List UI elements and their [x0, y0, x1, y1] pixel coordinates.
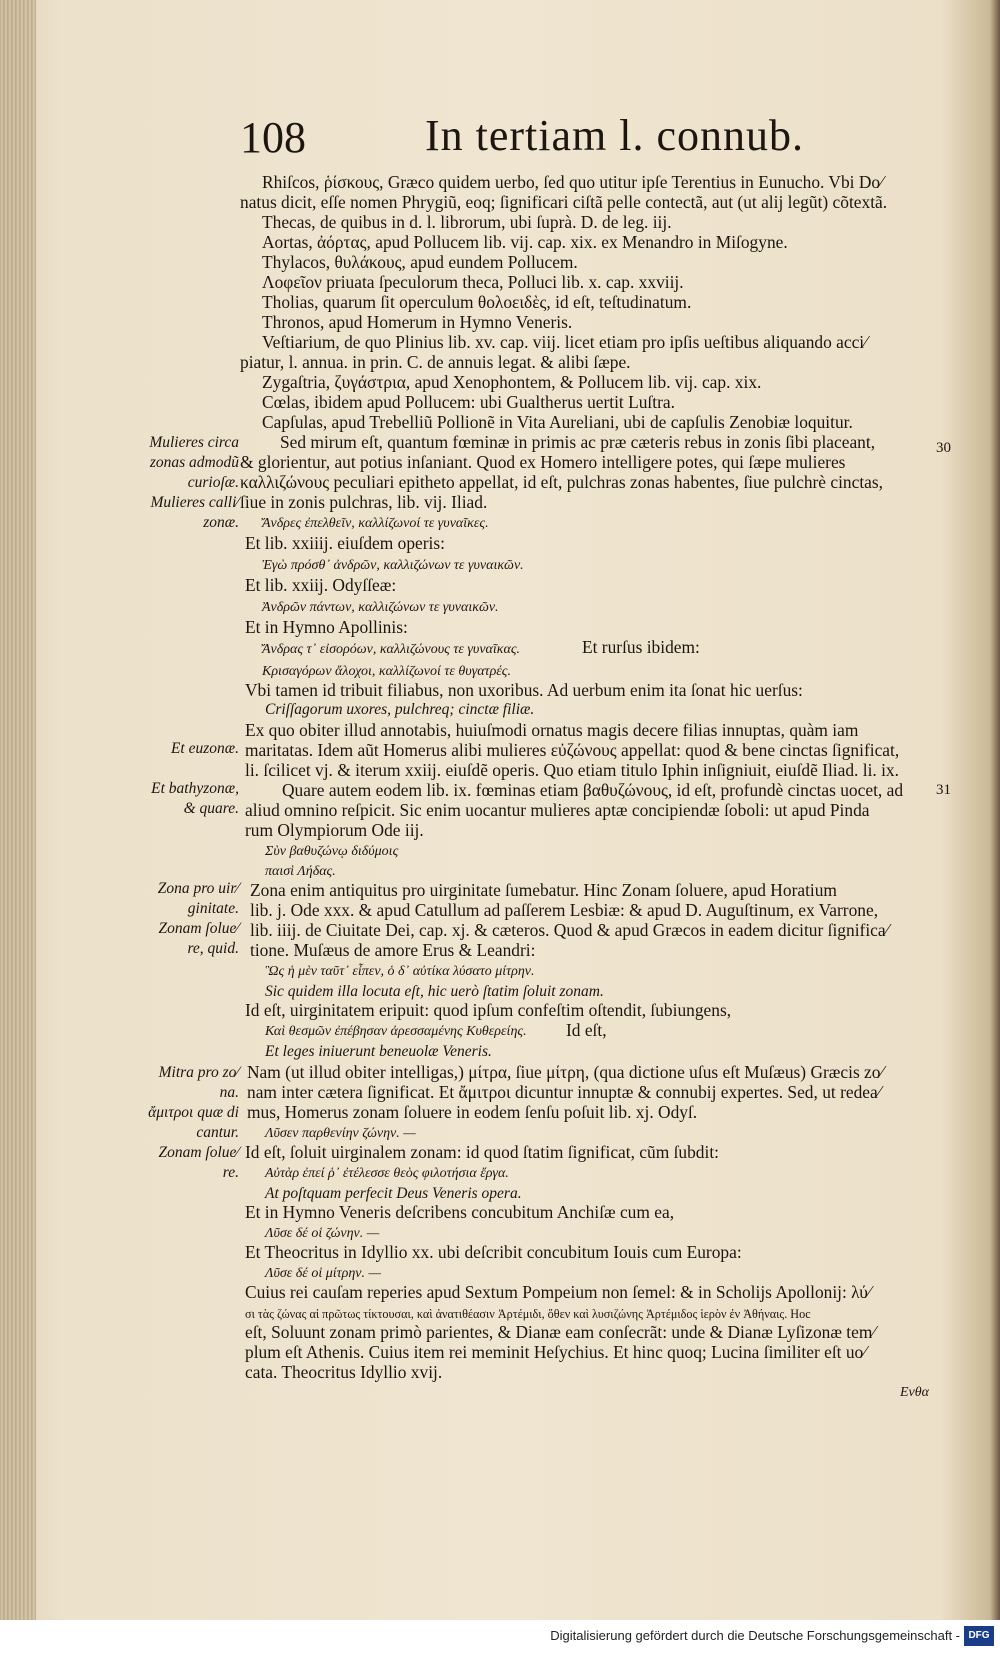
text-line: Tholias, quarum ſit operculum θολοειδὲς, id eſt, teſtudinatum.: [262, 292, 692, 312]
text-line: lib. iiij. de Ciuitate Dei, cap. xj. & cæteros. Quod & apud Græcos in eadem dicitur ſignifica⁄: [250, 920, 889, 940]
text-line: Et lib. xxiiij. eiuſdem operis:: [245, 533, 445, 553]
greek-verse: Αὐτὰρ ἐπεί ῥ᾽ ἐτέλεσσε θεὸς φιλοτήσια ἔργα.: [265, 1166, 509, 1181]
text-line: cata. Theocritus Idyllio xvij.: [245, 1362, 443, 1382]
greek-verse: Ἀνδρῶν πάντων, καλλιζώνων τε γυναικῶν.: [262, 600, 499, 615]
translation-line: Criſſagorum uxores, pulchreq; cinctæ filiæ.: [265, 701, 535, 718]
margin-note: zonas admodũ: [149, 454, 239, 471]
margin-note: Zonam ſolue⁄: [158, 920, 239, 937]
catchword: Ενθα: [900, 1385, 929, 1400]
funding-credit: Digitalisierung gefördert durch die Deutsche Forschungsgemeinschaft -: [550, 1628, 960, 1643]
greek-verse: Ἐγὼ πρόσθ᾽ ἀνδρῶν, καλλιζώνων τε γυναικῶν.: [262, 558, 524, 573]
margin-note: Zonam ſolue⁄: [158, 1144, 239, 1161]
text-line: Zona enim antiquitus pro uirginitate ſumebatur. Hinc Zonam ſoluere, apud Horatium: [250, 880, 837, 900]
margin-note: re, quid.: [187, 940, 239, 957]
text-line: Sed mirum eſt, quantum fœminæ in primis ac præ cæteris rebus in zonis ſibi placeant,: [280, 432, 876, 452]
text-line: Rhiſcos, ῥίσκους, Græco quidem uerbo, ſed quo utitur ipſe Terentius in Eunucho. Vbi Do⁄: [262, 172, 883, 192]
margin-note: Zona pro uir⁄: [157, 880, 239, 897]
text-line: ſiue in zonis pulchras, lib. vij. Iliad.: [240, 492, 488, 512]
margin-note: Et euzonæ.: [170, 740, 239, 757]
text-line: natus dicit, eſſe nomen Phrygiũ, eoq; ſignificari ciſtã pelle contectã, aut (ut alij legũt) cõtextã.: [240, 192, 888, 212]
text-line: Et rurſus ibidem:: [582, 637, 700, 657]
text-line: Zygaſtria, ζυγάστρια, apud Xenophontem, & Pollucem lib. vij. cap. xix.: [262, 372, 762, 392]
text-line: Quare autem eodem lib. ix. fœminas etiam βαθυζώνους, id eſt, profundè cinctas uocet, ad: [282, 780, 904, 800]
text-line: rum Olympiorum Ode iij.: [245, 820, 424, 840]
text-line: maritatas. Idem aũt Homerus alibi mulieres εὐζώνους appellat: quod & bene cinctas ſignificat,: [245, 740, 900, 760]
text-line: nam inter cætera ſignificat. Et ἄμιτροι dicuntur innuptæ & connubij expertes. Sed, ut redea⁄: [247, 1082, 881, 1102]
text-line: Nam (ut illud obiter intelligas,) μίτρα, ſiue μίτρη, (qua dictione uſus eſt Muſæus) Græcis zo⁄: [247, 1062, 884, 1082]
margin-note: zonæ.: [203, 514, 239, 531]
text-line: plum eſt Athenis. Cuius item rei meminit Heſychius. Et hinc quoq; Lucina ſimiliter eſt uo⁄: [245, 1342, 867, 1362]
text-line: Et Theocritus in Idyllio xx. ubi deſcribit concubitum Iouis cum Europa:: [245, 1242, 742, 1262]
text-line: eſt, Soluunt zonam primò parientes, & Dianæ eam conſecrãt: unde & Dianæ Lyſizonæ tem⁄: [245, 1322, 876, 1342]
greek-verse: παισὶ Λήδας.: [265, 864, 336, 879]
line-count-marker: 31: [936, 782, 951, 798]
text-line: Thylacos, θυλάκους, apud eundem Pollucem.: [262, 252, 578, 272]
text-line: Thronos, apud Homerum in Hymno Veneris.: [262, 312, 573, 332]
text-line: Λοφεῖον priuata ſpeculorum theca, Polluci lib. x. cap. xxviij.: [262, 272, 684, 292]
margin-note: Et bathyzonæ,: [151, 780, 239, 797]
margin-note: cantur.: [196, 1124, 239, 1141]
text-line: Et in Hymno Apollinis:: [245, 617, 408, 637]
text-line: Cuius rei cauſam reperies apud Sextum Pompeium non ſemel: & in Scholijs Apollonij: λύ⁄: [245, 1282, 871, 1302]
text-line: mus, Homerus zonam ſoluere in eodem ſenſu poſuit lib. xj. Odyſ.: [247, 1102, 698, 1122]
greek-verse: Λῦσε δέ οἱ μίτρην. —: [265, 1266, 381, 1281]
running-title: In tertiam l. connub.: [425, 111, 805, 160]
text-line: Et in Hymno Veneris deſcribens concubitum Anchiſæ cum ea,: [245, 1202, 675, 1222]
greek-verse: Ἄνδρας τ᾽ εἰσορόων, καλλιζώνους τε γυναῖκας.: [262, 642, 521, 657]
page-number: 108: [240, 113, 306, 162]
margin-note: Mitra pro zo⁄: [158, 1064, 239, 1081]
translation-line: At poſtquam perfecit Deus Veneris opera.: [265, 1185, 522, 1202]
text-line: Vbi tamen id tribuit filiabus, non uxoribus. Ad uerbum enim ita ſonat hic uerſus:: [245, 680, 803, 700]
book-spine: [0, 0, 36, 1620]
text-line: Cœlas, ibidem apud Pollucem: ubi Gualtherus uertit Luſtra.: [262, 392, 675, 412]
greek-verse: Ὣς ἡ μὲν ταῦτ᾽ εἶπεν, ὁ δ᾽ αὐτίκα λύσατο μίτρην.: [265, 964, 535, 979]
text-line: Thecas, de quibus in d. l. librorum, ubi ſuprà. D. de leg. iij.: [262, 212, 672, 232]
text-line: aliud omnino reſpicit. Sic enim uocantur mulieres aptæ concipiendæ ſoboli: ut apud Pinda: [245, 800, 870, 820]
greek-verse: Ἄνδρες ἐπελθεῖν, καλλίζωνοί τε γυναῖκες.: [262, 516, 489, 531]
translation-line: Sic quidem illa locuta eſt, hic uerò ſtatim ſoluit zonam.: [265, 983, 604, 1000]
text-line: καλλιζώνους peculiari epitheto appellat, id eſt, pulchras zonas habentes, ſiue pulchrè cinctas,: [240, 472, 884, 492]
text-line: Capſulas, apud Trebelliũ Pollionẽ in Vita Aureliani, ubi de capſulis Zenobiæ loquitur.: [262, 412, 853, 432]
greek-verse: Λῦσε δέ οἱ ζώνην. —: [265, 1226, 380, 1241]
margin-note: na.: [219, 1084, 239, 1101]
text-line: Id eſt, ſoluit uirginalem zonam: id quod ſtatim ſignificat, cũm ſubdit:: [245, 1142, 719, 1162]
greek-verse: Λῦσεν παρθενίην ζώνην. —: [265, 1126, 416, 1141]
text-line: lib. j. Ode xxx. & apud Catullum ad paſſerem Lesbiæ: & apud D. Auguſtinum, ex Varrone,: [250, 900, 879, 920]
text-line: tione. Muſæus de amore Erus & Leandri:: [250, 940, 536, 960]
text-line: li. ſcilicet vj. & iterum xxiij. eiuſdẽ operis. Quo etiam titulo Iphin inſigniuit, eiuſdẽ Iliad. li. ix.: [245, 760, 899, 780]
dfg-logo-icon: DFG: [964, 1626, 994, 1646]
text-line: Ex quo obiter illud annotabis, huiuſmodi ornatus magis decere filias innuptas, quàm iam: [245, 720, 859, 740]
translation-line: Et leges iniuerunt beneuolæ Veneris.: [265, 1043, 492, 1060]
text-line: & glorientur, aut potius inſaniant. Quod ex Homero intelligere potes, qui ſæpe mulieres: [240, 452, 846, 472]
greek-line: σι τὰς ζώνας αἱ πρῶτως τίκτουσαι, καὶ ἀνατιθέασιν Ἀρτέμιδι, ὅθεν καὶ λυσιζώνης Ἀρτέμιδος ἱερὸν ἐν Ἀθήναις. Hoc: [245, 1307, 811, 1321]
greek-verse: Κρισαγόρων ἄλοχοι, καλλίζωνοί τε θυγατρές.: [262, 664, 511, 679]
margin-note: ἄμιτροι quæ di: [148, 1104, 239, 1121]
margin-note: curioſæ.: [187, 474, 239, 491]
text-line: piatur, l. annua. in prin. C. de annuis legat. & alibi ſæpe.: [240, 352, 631, 372]
text-line: Id eſt, uirginitatem eripuit: quod ipſum confeſtim oſtendit, ſubiungens,: [245, 1000, 732, 1020]
text-line: Et lib. xxiij. Odyſſeæ:: [245, 575, 397, 595]
margin-note: re.: [222, 1164, 239, 1181]
margin-note: Mulieres circa: [149, 434, 239, 451]
footer-bar: [0, 1620, 1000, 1654]
margin-note: Mulieres calli⁄: [150, 494, 239, 511]
text-line: Id eſt,: [566, 1020, 607, 1040]
greek-verse: Καὶ θεσμῶν ἐπέβησαν ἀρεσσαμένης Κυθερείης.: [265, 1024, 527, 1039]
line-count-marker: 30: [936, 440, 951, 456]
text-line: Aortas, ἀόρτας, apud Pollucem lib. vij. cap. xix. ex Menandro in Miſogyne.: [262, 232, 788, 252]
margin-note: ginitate.: [187, 900, 239, 917]
text-line: Veſtiarium, de quo Plinius lib. xv. cap. viij. licet etiam pro ipſis ueſtibus aliquando acci⁄: [262, 332, 868, 352]
margin-note: & quare.: [183, 800, 239, 817]
greek-verse: Σὺν βαθυζώνῳ διδύμοις: [265, 844, 399, 859]
